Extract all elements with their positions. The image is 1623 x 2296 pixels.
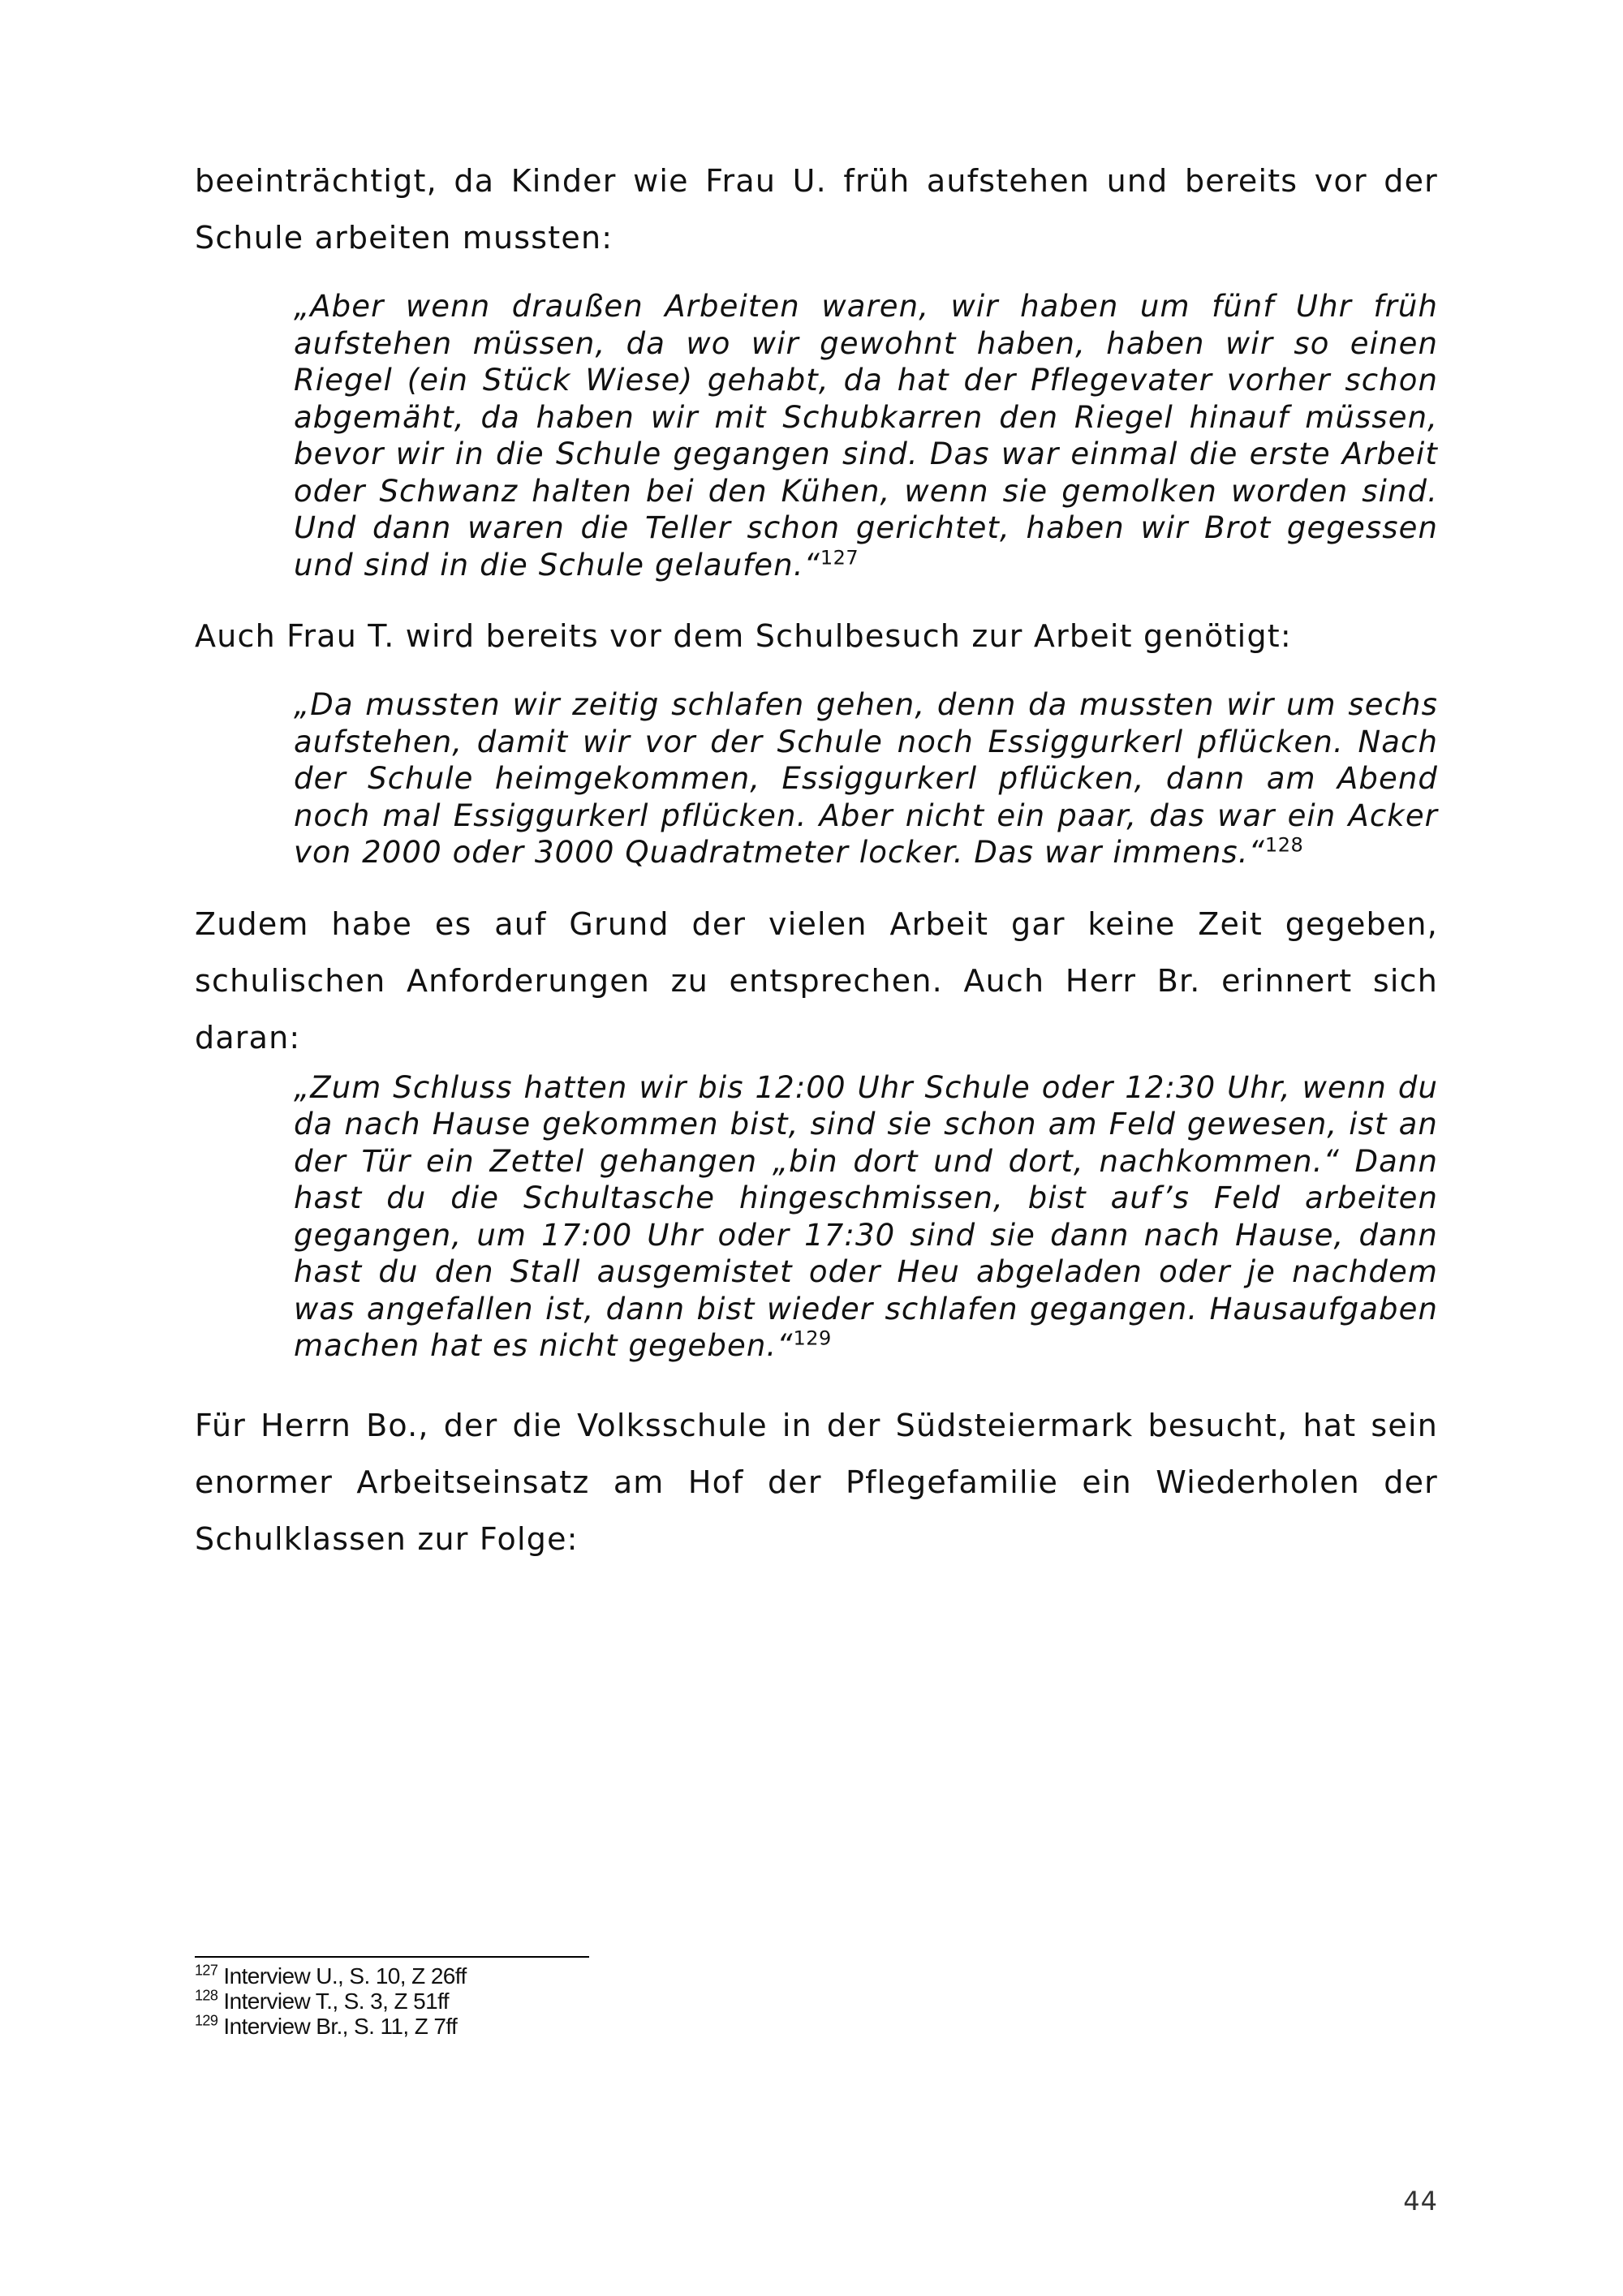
quote-text: „Aber wenn draußen Arbeiten waren, wir haben um fünf Uhr früh aufstehen müssen, da wo wir gewohnt haben, haben wir so einen Riegel (ein Stück Wiese) gehabt, da hat der Pflegevater vorher schon abgemäht, da haben wir mit Schubkarren den Riegel hinauf müssen, bevor wir in die Schule gegangen sind. Das war einmal die erste Arbeit oder Schwanz halten bei den Kühen, wenn sie gemolken worden sind. Und dann waren die Teller schon gerichtet, haben wir Brot gegessen und sind in die Schule gelaufen.“ <box>294 289 1438 583</box>
footnote-number: 127 <box>195 1962 218 1979</box>
footnote-ref-127[interactable]: 127 <box>820 546 859 570</box>
document-body <box>195 153 1438 1567</box>
quote-interview-u <box>294 288 1438 583</box>
footnote-text: Interview T., S. 3, Z 51ff <box>223 1989 449 2014</box>
footnote-number: 128 <box>195 1987 218 2004</box>
footnote-number: 129 <box>195 2012 218 2029</box>
paragraph-3: Zudem habe es auf Grund der vielen Arbeit gar keine Zeit gegeben, schulischen Anforderungen zu entsprechen. Auch Herr Br. erinnert sich daran: <box>195 905 1438 1056</box>
footnotes <box>195 1963 467 2039</box>
paragraph-4: Für Herrn Bo., der die Volksschule in der Südsteiermark besucht, hat sein enormer Arbeitseinsatz am Hof der Pflegefamilie ein Wiederholen der Schulklassen zur Folge: <box>195 1407 1438 1557</box>
footnote-ref-129[interactable]: 129 <box>793 1326 832 1350</box>
quote-interview-t <box>294 686 1438 871</box>
footnote-separator <box>195 1956 589 1958</box>
footnote-127 <box>195 1963 467 1989</box>
page-number: 44 <box>1403 2186 1438 2216</box>
footnote-text: Interview Br., S. 11, Z 7ff <box>223 2014 458 2039</box>
footnote-ref-128[interactable]: 128 <box>1264 833 1304 857</box>
footnote-128 <box>195 1989 467 2014</box>
footnote-text: Interview U., S. 10, Z 26ff <box>223 1963 467 1989</box>
paragraph-2: Auch Frau T. wird bereits vor dem Schulbesuch zur Arbeit genötigt: <box>195 618 1292 654</box>
quote-interview-br <box>294 1069 1438 1365</box>
quote-text: „Da mussten wir zeitig schlafen gehen, denn da mussten wir um sechs aufstehen, damit wir vor der Schule noch Essiggurkerl pflücken. Nach der Schule heimgekommen, Essiggurkerl pflücken, dann am Abend noch mal Essiggurkerl pflücken. Aber nicht ein paar, das war ein Acker von 2000 oder 3000 Quadratmeter locker. Das war immens.“ <box>294 687 1438 870</box>
paragraph-1: beeinträchtigt, da Kinder wie Frau U. früh aufstehen und bereits vor der Schule arbeiten mussten: <box>195 163 1438 256</box>
quote-text: „Zum Schluss hatten wir bis 12:00 Uhr Schule oder 12:30 Uhr, wenn du da nach Hause gekommen bist, sind sie schon am Feld gewesen, ist an der Tür ein Zettel gehangen „bin dort und dort, nachkommen.“ Dann hast du die Schultasche hingeschmissen, bist auf’s Feld arbeiten gegangen, um 17:00 Uhr oder 17:30 sind sie dann nach Hause, dann hast du den Stall ausgemistet oder Heu abgeladen oder je nachdem was angefallen ist, dann bist wieder schlafen gegangen. Hausaufgaben machen hat es nicht gegeben.“ <box>294 1069 1438 1363</box>
footnote-129 <box>195 2014 467 2039</box>
